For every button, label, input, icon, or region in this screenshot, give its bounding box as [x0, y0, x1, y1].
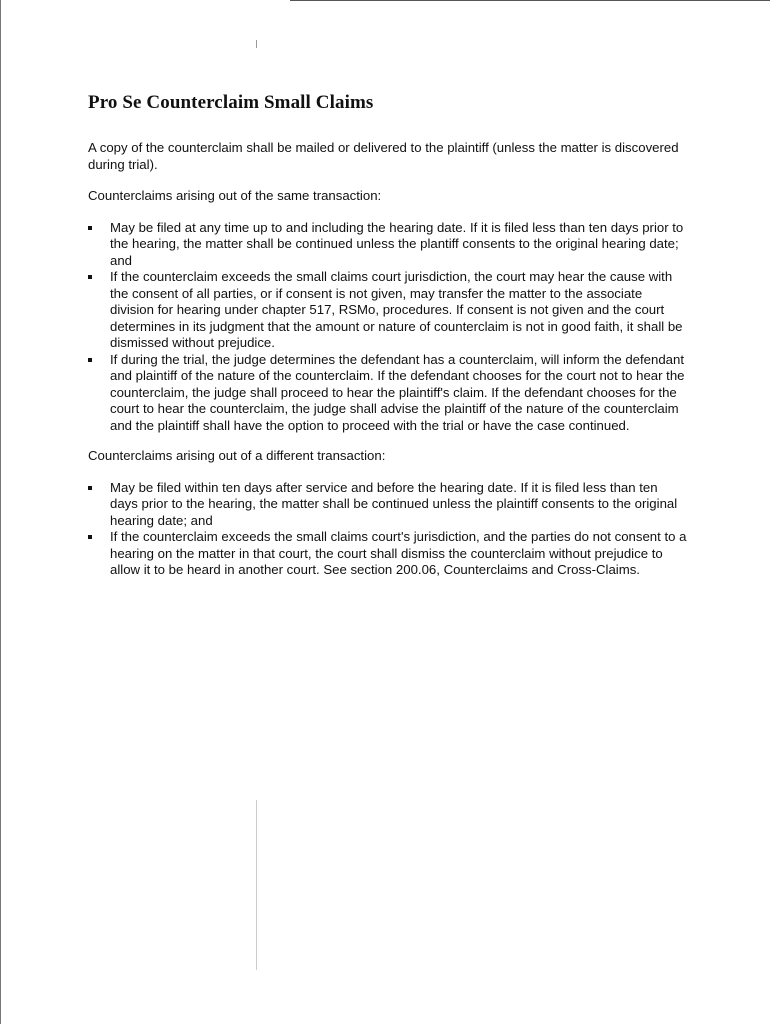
square-bullet-icon	[88, 358, 92, 362]
list-item	[88, 269, 688, 352]
section-heading-same-transaction: Counterclaims arising out of the same transaction:	[88, 188, 382, 203]
list-item	[88, 480, 688, 530]
document-title: Pro Se Counterclaim Small Claims	[88, 92, 374, 113]
list-item-text: May be filed at any time up to and including the hearing date. If it is filed less than ten days prior to the hearing, the matter shall be continued unless the plantiff consents to the original hearing date; and	[110, 219, 684, 268]
scan-speck	[256, 40, 257, 48]
list-item	[88, 220, 688, 270]
square-bullet-icon	[88, 226, 92, 230]
list-item-text: May be filed within ten days after service and before the hearing date. If it is filed less than ten days prior to the hearing, the matter shall be continued unless the plaintiff consents to the original hearing date; and	[110, 479, 678, 528]
square-bullet-icon	[88, 275, 92, 279]
square-bullet-icon	[88, 535, 92, 539]
square-bullet-icon	[88, 486, 92, 490]
scan-speck	[256, 800, 257, 970]
document-body	[88, 92, 688, 593]
list-item-text: If the counterclaim exceeds the small claims court's jurisdiction, and the parties do not consent to a hearing on the matter in that court, the court shall dismiss the counterclaim without prejudice to allow it to be heard in another court. See section 200.06, Counterclaims and Cross-Claims.	[110, 529, 687, 577]
scan-edge-left	[0, 0, 1, 1024]
list-item-text: If the counterclaim exceeds the small claims court jurisdiction, the court may hear the cause with the consent of all parties, or if consent is not given, may transfer the matter to the associate division for hearing under chapter 517, RSMo, procedures. If consent is not given and the court determines in its judgment that the amount or nature of counterclaim is not in good faith, it shall be dismissed without prejudice.	[110, 269, 683, 350]
different-transaction-list	[88, 480, 688, 579]
list-item	[88, 352, 688, 435]
intro-paragraph: A copy of the counterclaim shall be mailed or delivered to the plaintiff (unless the matter is discovered during trial).	[88, 140, 679, 172]
scan-edge-top	[290, 0, 770, 1]
section-heading-different-transaction: Counterclaims arising out of a different transaction:	[88, 448, 386, 463]
list-item	[88, 529, 688, 579]
same-transaction-list	[88, 220, 688, 435]
list-item-text: If during the trial, the judge determines the defendant has a counterclaim, will inform the defendant and plaintiff of the nature of the counterclaim. If the defendant chooses for the court not to hear the counterclaim, the judge shall proceed to hear the plaintiff's claim. If the defendant chooses for the court to hear the counterclaim, the judge shall advise the plaintiff of the nature of the counterclaim and the plaintiff shall have the option to proceed with the trial or have the case continued.	[110, 351, 685, 433]
